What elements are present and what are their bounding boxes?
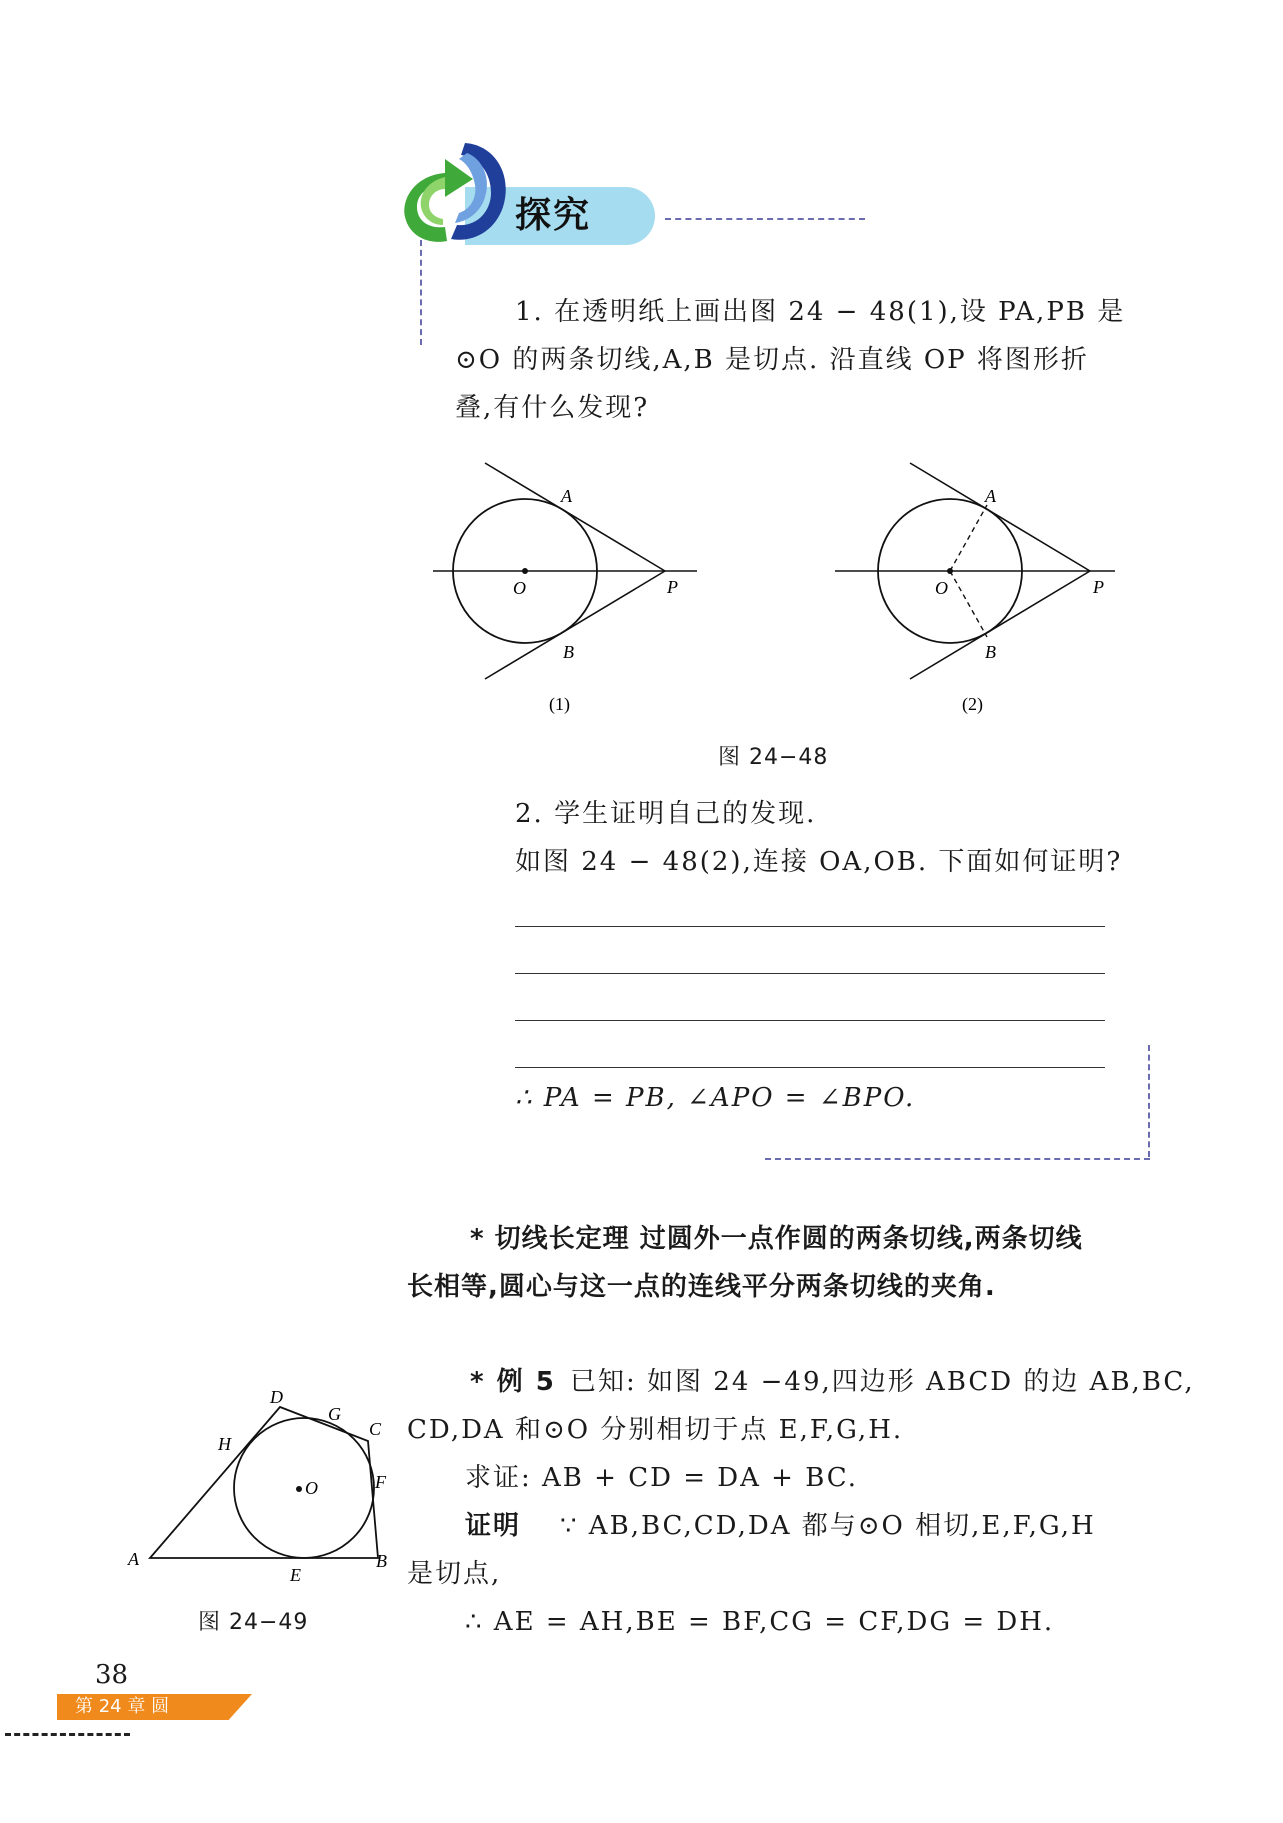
- tangent-PA: [485, 463, 665, 571]
- figure-24-49-caption: 图 24−49: [198, 1610, 309, 1635]
- explore-dashed-right: [1148, 1045, 1150, 1157]
- conclusion: ∴ PA = PB, ∠APO = ∠BPO.: [515, 1083, 916, 1113]
- label-F: F: [375, 1472, 386, 1492]
- answer-line-3[interactable]: [515, 1020, 1105, 1021]
- radius-OB: [950, 571, 987, 637]
- q2-line-2: 如图 24 − 48(2),连接 OA,OB. 下面如何证明?: [515, 847, 1123, 877]
- label-A: A: [985, 486, 996, 506]
- q1-line-1: 1. 在透明纸上画出图 24 − 48(1),设 PA,PB 是: [515, 297, 1126, 327]
- label-G: G: [328, 1404, 341, 1424]
- header-dashed-rule: [665, 218, 865, 220]
- figure-24-48-caption: 图 24−48: [718, 745, 829, 770]
- label-H: H: [218, 1434, 231, 1454]
- label-O: O: [935, 578, 948, 598]
- label-B: B: [985, 642, 996, 662]
- explore-logo-icon: [395, 135, 525, 255]
- q1-line-2: ⊙O 的两条切线,A,B 是切点. 沿直线 OP 将图形折: [455, 345, 1089, 375]
- example-line-6: ∴ AE = AH,BE = BF,CG = CF,DG = DH.: [465, 1607, 1055, 1637]
- header-dashed-left: [420, 240, 422, 345]
- chapter-label: 第 24 章 圆: [75, 1696, 170, 1717]
- example-label: * 例 5: [470, 1367, 556, 1397]
- center-dot: [296, 1486, 302, 1492]
- example-line-3: 求证: AB + CD = DA + BC.: [465, 1463, 859, 1493]
- theorem-line-1: * 切线长定理 过圆外一点作圆的两条切线,两条切线: [470, 1224, 1083, 1254]
- label-P: P: [1093, 577, 1104, 597]
- label-P: P: [667, 577, 678, 597]
- figure-24-48-1: [425, 450, 715, 720]
- answer-line-2[interactable]: [515, 973, 1105, 974]
- answer-line-1[interactable]: [515, 926, 1105, 927]
- label-A: A: [561, 486, 572, 506]
- theorem-line-2: 长相等,圆心与这一点的连线平分两条切线的夹角.: [407, 1272, 996, 1302]
- example-line-1: 已知: 如图 24 −49,四边形 ABCD 的边 AB,BC,: [570, 1367, 1195, 1397]
- explore-dashed-bottom: [765, 1158, 1150, 1160]
- circle-O: [234, 1418, 374, 1558]
- fig1-sub-label: (1): [549, 694, 570, 714]
- q1-line-3: 叠,有什么发现?: [455, 393, 650, 423]
- center-dot: [522, 568, 528, 574]
- label-A: A: [128, 1549, 139, 1569]
- figure-24-48-2: [835, 450, 1125, 720]
- section-header: [395, 135, 895, 255]
- example-line-5: 是切点,: [407, 1559, 502, 1589]
- page-number: 38: [95, 1660, 129, 1690]
- label-O: O: [305, 1478, 318, 1498]
- label-B: B: [376, 1551, 387, 1571]
- proof-label: 证明: [465, 1511, 522, 1541]
- figure-24-49: [120, 1375, 400, 1590]
- section-title: 探究: [515, 195, 592, 236]
- answer-line-4[interactable]: [515, 1067, 1105, 1068]
- center-dot: [947, 568, 953, 574]
- footer-dashed-rule: [5, 1733, 130, 1736]
- example-line-4: ∵ AB,BC,CD,DA 都与⊙O 相切,E,F,G,H: [560, 1511, 1096, 1541]
- example-line-2: CD,DA 和⊙O 分别相切于点 E,F,G,H.: [407, 1415, 904, 1445]
- radius-OA: [950, 505, 987, 571]
- label-D: D: [270, 1387, 283, 1407]
- q2-line-1: 2. 学生证明自己的发现.: [515, 799, 817, 829]
- tangent-PA: [910, 463, 1090, 571]
- label-E: E: [290, 1565, 301, 1585]
- label-C: C: [369, 1419, 382, 1439]
- tangent-PB: [485, 571, 665, 679]
- label-B: B: [563, 642, 574, 662]
- label-O: O: [513, 578, 526, 598]
- fig2-sub-label: (2): [962, 694, 983, 714]
